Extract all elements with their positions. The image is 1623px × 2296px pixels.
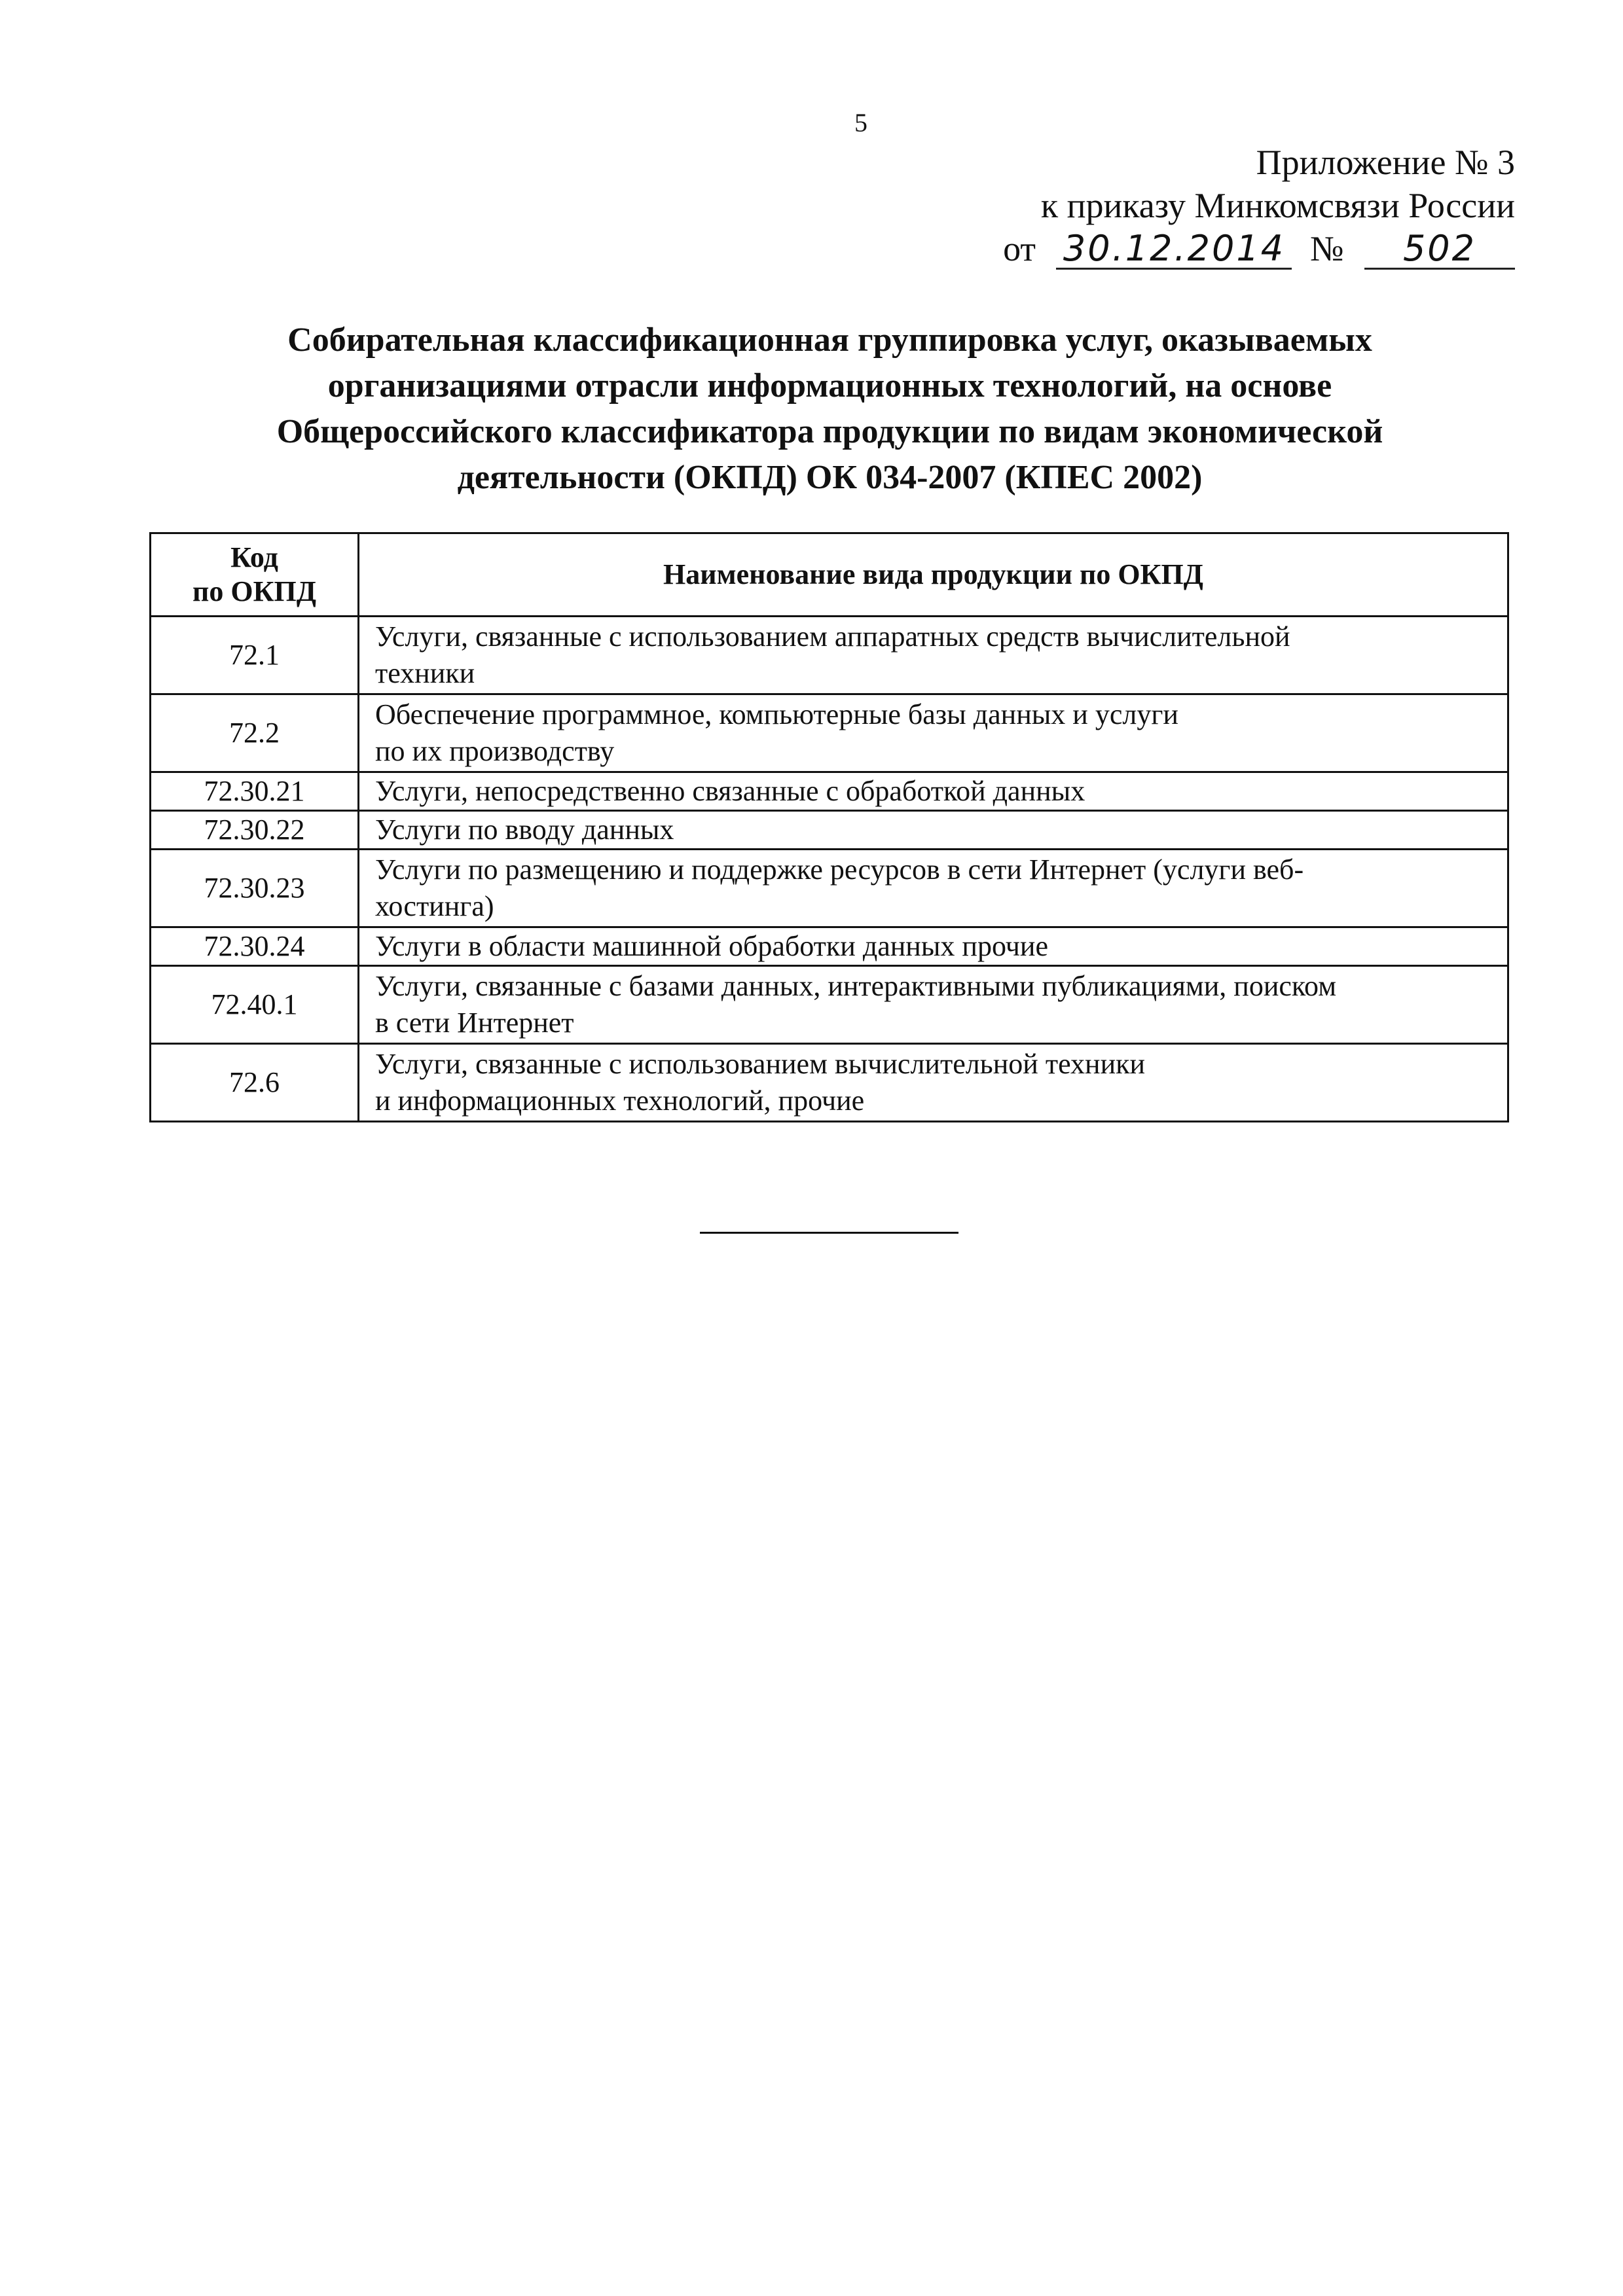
appendix-date-line (729, 227, 1515, 270)
okpd-name (359, 811, 1508, 850)
table-row (151, 694, 1508, 772)
table-row (151, 617, 1508, 694)
okpd-code: 72.40.1 (151, 966, 359, 1044)
handwritten-date: 30.12.2014 (1056, 230, 1292, 270)
table-row (151, 1044, 1508, 1122)
okpd-code: 72.1 (151, 617, 359, 694)
table-row (151, 927, 1508, 966)
okpd-name (359, 1044, 1508, 1122)
appendix-order-ref: к приказу Минкомсвязи России (1040, 186, 1515, 225)
table-row (151, 850, 1508, 927)
okpd-name-line: Услуги, связанные с использованием вычислительной техники (375, 1048, 1146, 1080)
number-prefix: № (1309, 229, 1344, 268)
title-line: организациями отрасли информационных технологий, на основе (327, 367, 1332, 404)
okpd-name (359, 966, 1508, 1044)
page-number: 5 (854, 108, 867, 137)
title-line: Общероссийского классификатора продукции по видам экономической (276, 413, 1383, 450)
date-prefix: от (1003, 229, 1036, 268)
okpd-name (359, 772, 1508, 811)
okpd-name-line: Обеспечение программное, компьютерные базы данных и услуги (375, 698, 1178, 730)
column-header-code-line: по ОКПД (192, 575, 316, 607)
okpd-name-line: Услуги, связанные с базами данных, интерактивными публикациями, поиском (375, 970, 1337, 1002)
okpd-code: 72.30.22 (151, 811, 359, 850)
okpd-name-line: Услуги, связанные с использованием аппаратных средств вычислительной (375, 620, 1290, 653)
okpd-name-line: хостинга) (375, 890, 494, 922)
okpd-code: 72.2 (151, 694, 359, 772)
appendix-title: Приложение № 3 (1256, 143, 1515, 182)
okpd-name (359, 850, 1508, 927)
okpd-code: 72.30.21 (151, 772, 359, 811)
end-separator-line (700, 1232, 958, 1234)
okpd-name (359, 927, 1508, 966)
title-line: Собирательная классификационная группировка услуг, оказываемых (287, 321, 1372, 359)
okpd-name-line: техники (375, 657, 475, 689)
column-header-code (151, 533, 359, 617)
column-header-name: Наименование вида продукции по ОКПД (359, 533, 1508, 617)
okpd-name-line: Услуги по вводу данных (375, 814, 674, 846)
handwritten-number: 502 (1364, 230, 1515, 270)
okpd-name (359, 694, 1508, 772)
table-row (151, 966, 1508, 1044)
table-header-row (151, 533, 1508, 617)
okpd-name-line: Услуги по размещению и поддержке ресурсов в сети Интернет (услуги веб- (375, 853, 1304, 886)
okpd-name-line: и информационных технологий, прочие (375, 1085, 865, 1117)
okpd-code: 72.30.24 (151, 927, 359, 966)
okpd-name-line: по их производству (375, 735, 615, 767)
table-row (151, 772, 1508, 811)
document-title (147, 317, 1512, 501)
okpd-name-line: в сети Интернет (375, 1007, 574, 1039)
okpd-name (359, 617, 1508, 694)
title-line: деятельности (ОКПД) ОК 034-2007 (КПЕС 2002) (457, 459, 1203, 496)
okpd-table (149, 532, 1509, 1122)
appendix-block (729, 141, 1515, 270)
okpd-code: 72.30.23 (151, 850, 359, 927)
okpd-name-line: Услуги в области машинной обработки данных прочие (375, 930, 1049, 962)
okpd-code: 72.6 (151, 1044, 359, 1122)
okpd-name-line: Услуги, непосредственно связанные с обработкой данных (375, 775, 1085, 807)
table-row (151, 811, 1508, 850)
column-header-code-line: Код (230, 541, 278, 573)
